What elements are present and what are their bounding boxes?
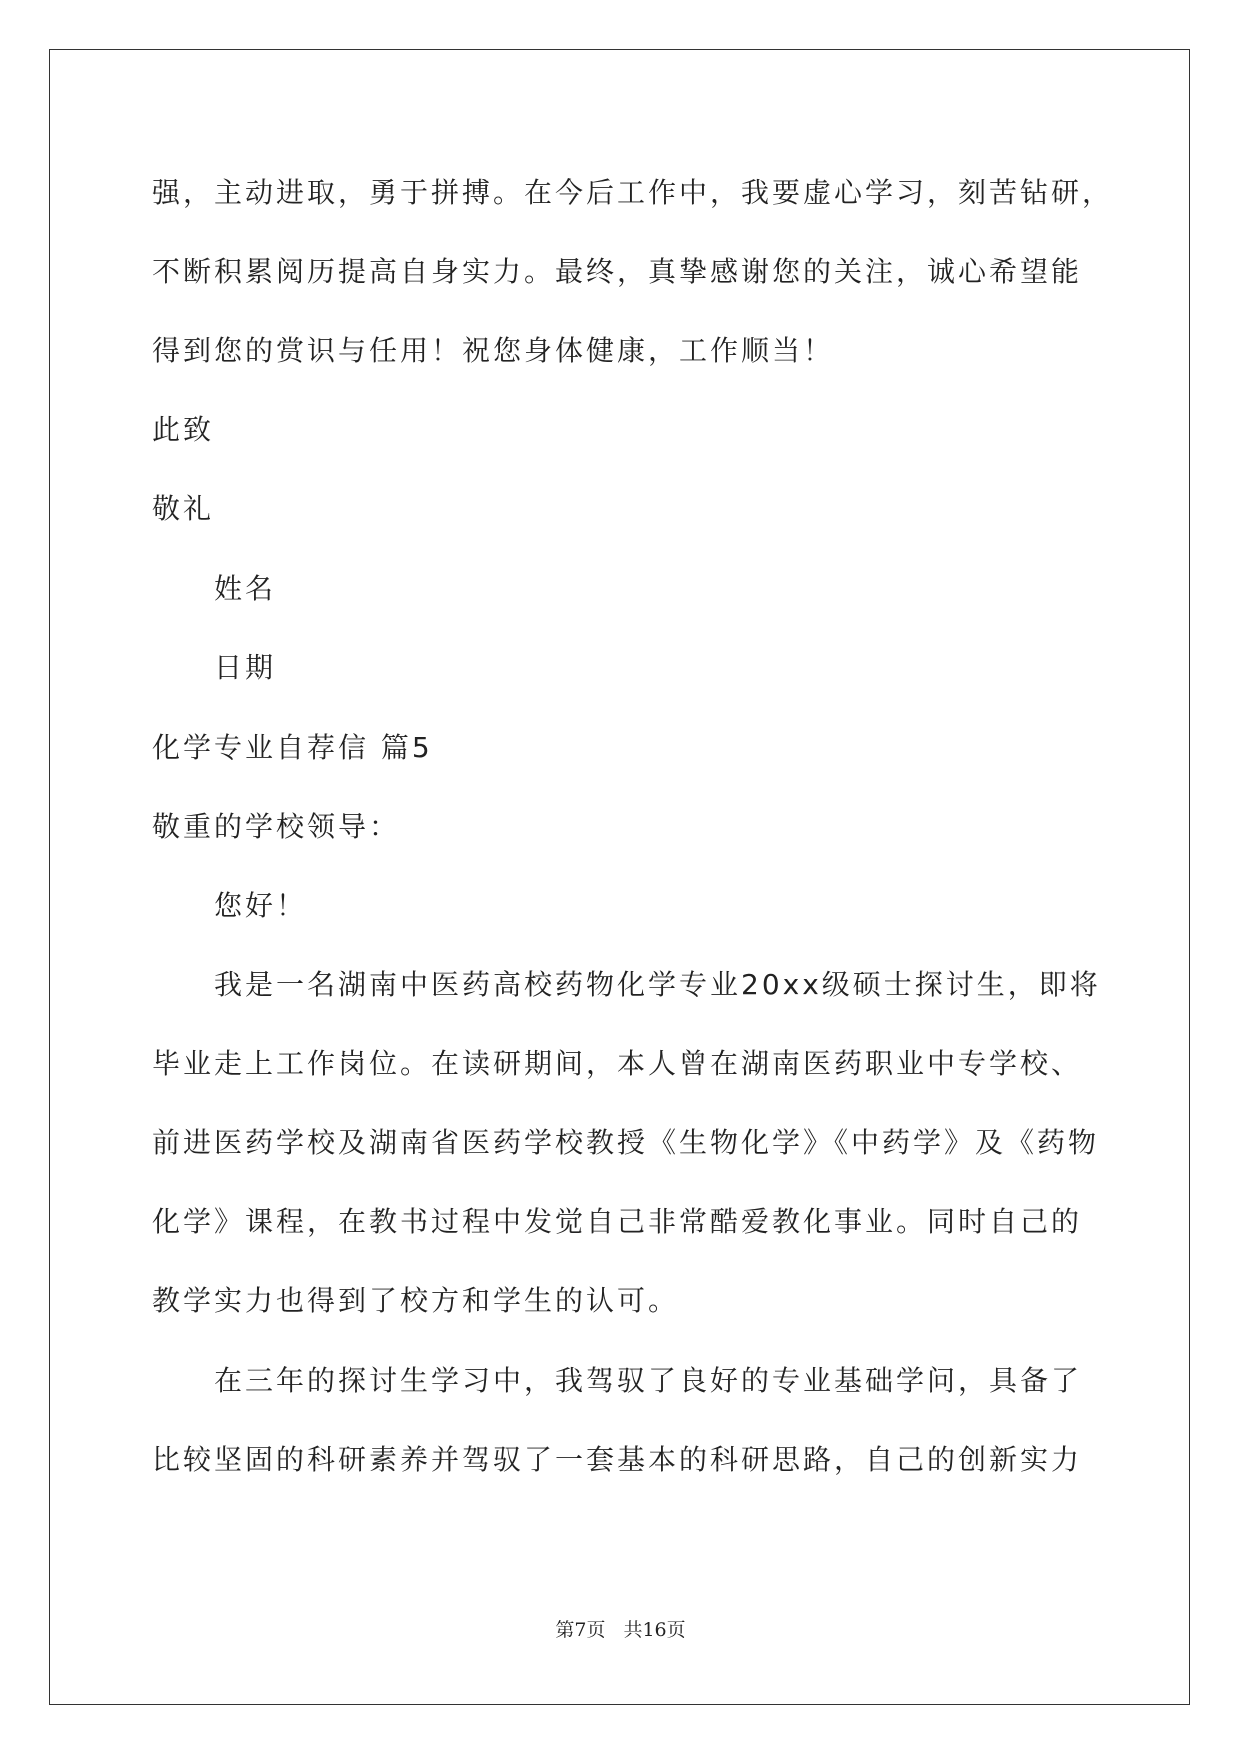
section-heading: 化学专业自荐信 篇5 [152, 731, 433, 764]
page-number: 第7页 [555, 1619, 606, 1641]
body-line: 得到您的赏识与任用！祝您身体健康，工作顺当！ [152, 334, 835, 367]
page-total: 共16页 [623, 1619, 686, 1641]
signature-name: 姓名 [214, 572, 277, 605]
body-line: 毕业走上工作岗位。在读研期间，本人曾在湖南医药职业中专学校、 [152, 1047, 1083, 1080]
body-line: 不断积累阅历提高自身实力。最终，真挚感谢您的关注，诚心希望能 [152, 255, 1083, 288]
letter-greeting: 您好！ [214, 889, 308, 922]
body-line: 在三年的探讨生学习中，我驾驭了良好的专业基础学问，具备了 [214, 1364, 1083, 1397]
body-line: 化学》课程，在教书过程中发觉自己非常酷爱教化事业。同时自己的 [152, 1205, 1083, 1238]
body-line: 比较坚固的科研素养并驾驭了一套基本的科研思路，自己的创新实力 [152, 1443, 1083, 1476]
letter-addressee: 敬重的学校领导： [152, 810, 401, 843]
body-line: 我是一名湖南中医药高校药物化学专业20xx级硕士探讨生，即将 [214, 968, 1101, 1001]
closing-regards: 敬礼 [152, 492, 215, 525]
page-footer [0, 1618, 1241, 1642]
body-line: 强，主动进取，勇于拼搏。在今后工作中，我要虚心学习，刻苦钻研， [152, 176, 1114, 209]
body-line: 教学实力也得到了校方和学生的认可。 [152, 1284, 680, 1317]
closing-salutation: 此致 [152, 413, 215, 446]
body-line: 前进医药学校及湖南省医药学校教授《生物化学》《中药学》及《药物 [152, 1126, 1100, 1159]
signature-date: 日期 [214, 651, 277, 684]
